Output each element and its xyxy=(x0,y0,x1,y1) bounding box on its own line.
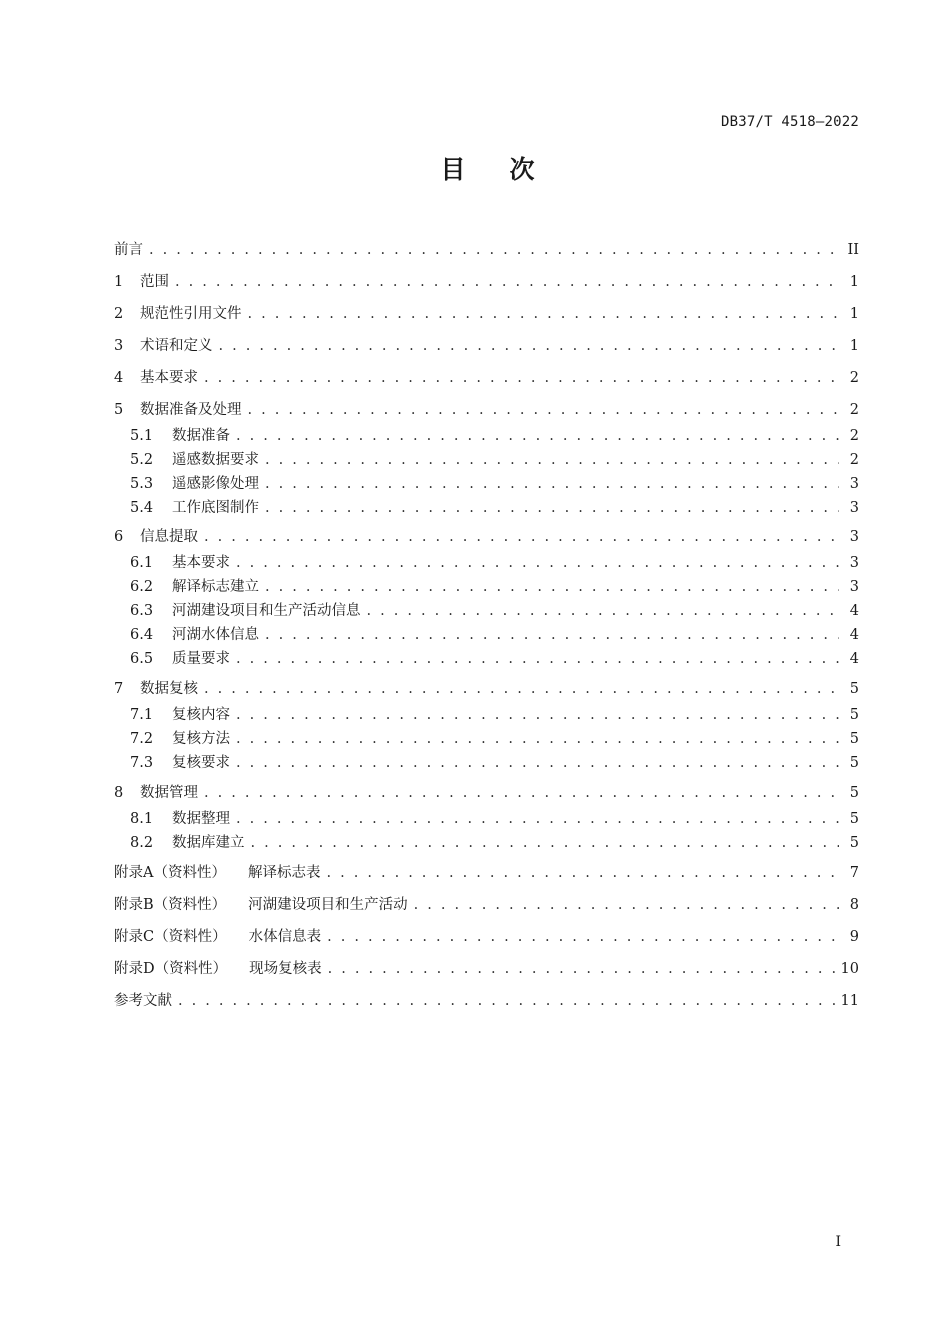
toc-entry[interactable] xyxy=(114,302,859,326)
toc-leader-dots xyxy=(414,893,839,917)
toc-entry-page: 5 xyxy=(849,731,859,747)
toc-entry-label: 数据整理 xyxy=(172,811,230,827)
toc-leader-dots xyxy=(204,781,839,805)
toc-leader-dots xyxy=(248,302,840,326)
toc-entry-page: 5 xyxy=(849,835,859,851)
toc-entry-page: II xyxy=(847,242,859,258)
toc-entry-page: 1 xyxy=(849,306,859,322)
toc-leader-dots xyxy=(265,575,839,599)
toc-entry[interactable] xyxy=(114,957,859,981)
toc-entry[interactable] xyxy=(130,496,859,520)
toc-entry-number: 6 xyxy=(114,529,124,545)
toc-entry[interactable] xyxy=(130,424,859,448)
toc-leader-dots xyxy=(149,238,839,262)
toc-entry-number: 附录D（资料性） xyxy=(114,961,228,977)
toc-entry[interactable] xyxy=(114,893,859,917)
toc-leader-dots xyxy=(236,647,839,671)
toc-entry-page: 1 xyxy=(849,274,859,290)
toc-entry-number: 7.2 xyxy=(130,731,154,747)
toc-entry-label: 河湖建设项目和生产活动信息 xyxy=(172,603,361,619)
toc-entry-number: 6.4 xyxy=(130,627,154,643)
toc-entry-page: 5 xyxy=(849,811,859,827)
toc-leader-dots xyxy=(265,623,839,647)
toc-leader-dots xyxy=(236,751,839,775)
toc-entry[interactable] xyxy=(114,366,859,390)
toc-entry[interactable] xyxy=(114,925,859,949)
toc-entry-page: 10 xyxy=(840,961,859,977)
toc-entry-label: 现场复核表 xyxy=(249,961,322,977)
toc-leader-dots xyxy=(251,831,840,855)
toc-entry-label: 规范性引用文件 xyxy=(140,306,242,322)
toc-entry[interactable] xyxy=(114,238,859,262)
toc-entry-label: 术语和定义 xyxy=(140,338,213,354)
toc-entry[interactable] xyxy=(130,599,859,623)
toc-entry[interactable] xyxy=(130,647,859,671)
toc-leader-dots xyxy=(204,525,839,549)
toc-entry[interactable] xyxy=(130,448,859,472)
toc-entry[interactable] xyxy=(130,551,859,575)
toc-entry-label: 复核内容 xyxy=(172,707,230,723)
toc-entry[interactable] xyxy=(130,831,859,855)
toc-entry-number: 8.2 xyxy=(130,835,154,851)
toc-entry-page: 5 xyxy=(849,707,859,723)
toc-entry-label: 参考文献 xyxy=(114,993,172,1009)
toc-entry-page: 5 xyxy=(849,785,859,801)
toc-entry[interactable] xyxy=(114,398,859,422)
toc-entry-number: 8.1 xyxy=(130,811,154,827)
toc-entry-page: 3 xyxy=(849,500,859,516)
toc-entry-number: 附录B（资料性） xyxy=(114,897,227,913)
toc-entry[interactable] xyxy=(130,807,859,831)
toc-entry-number: 2 xyxy=(114,306,124,322)
toc-entry-page: 3 xyxy=(849,529,859,545)
toc-entry[interactable] xyxy=(130,472,859,496)
toc-entry[interactable] xyxy=(114,861,859,885)
toc-entry-number: 6.5 xyxy=(130,651,154,667)
toc-leader-dots xyxy=(236,807,839,831)
toc-entry-label: 复核方法 xyxy=(172,731,230,747)
toc-entry-page: 7 xyxy=(849,865,859,881)
toc-entry-number: 1 xyxy=(114,274,124,290)
toc-leader-dots xyxy=(265,496,839,520)
title-char-1: 目 xyxy=(440,155,466,184)
toc-leader-dots xyxy=(265,448,839,472)
toc-entry-label: 河湖建设项目和生产活动 xyxy=(248,897,408,913)
toc-entry-page: 8 xyxy=(849,897,859,913)
toc-entry-page: 2 xyxy=(849,452,859,468)
toc-entry-label: 遥感影像处理 xyxy=(172,476,259,492)
toc-leader-dots xyxy=(178,989,835,1013)
footer-page-number: I xyxy=(835,1234,841,1250)
toc-entry-number: 5.3 xyxy=(130,476,154,492)
toc-entry-label: 基本要求 xyxy=(140,370,198,386)
toc-leader-dots xyxy=(265,472,839,496)
toc-entry-page: 1 xyxy=(849,338,859,354)
toc-leader-dots xyxy=(328,957,835,981)
toc-entry-number: 8 xyxy=(114,785,124,801)
toc-entry-page: 5 xyxy=(849,681,859,697)
toc-leader-dots xyxy=(175,270,839,294)
toc-entry[interactable] xyxy=(114,525,859,549)
toc-leader-dots xyxy=(204,366,839,390)
toc-entry[interactable] xyxy=(114,270,859,294)
toc-entry[interactable] xyxy=(130,703,859,727)
toc-entry-label: 解译标志建立 xyxy=(172,579,259,595)
toc-entry-label: 数据库建立 xyxy=(172,835,245,851)
toc-leader-dots xyxy=(204,677,839,701)
toc-entry-number: 3 xyxy=(114,338,124,354)
toc-entry[interactable] xyxy=(130,623,859,647)
toc-entry-label: 水体信息表 xyxy=(248,929,322,945)
toc-entry-page: 4 xyxy=(849,603,859,619)
toc-leader-dots xyxy=(236,727,839,751)
toc-entry-label: 范围 xyxy=(140,274,169,290)
toc-entry-label: 质量要求 xyxy=(172,651,230,667)
title-char-2: 次 xyxy=(509,155,535,184)
toc-entry-label: 前言 xyxy=(114,242,143,258)
toc-entry-label: 信息提取 xyxy=(140,529,198,545)
toc-leader-dots xyxy=(248,398,840,422)
toc-entry-number: 7 xyxy=(114,681,124,697)
toc-entry-number: 5 xyxy=(114,402,124,418)
toc-entry-label: 数据复核 xyxy=(140,681,198,697)
toc-entry[interactable] xyxy=(130,751,859,775)
toc-entry[interactable] xyxy=(130,575,859,599)
toc-entry-label: 解译标志表 xyxy=(247,865,321,881)
toc-entry-page: 3 xyxy=(849,476,859,492)
toc-leader-dots xyxy=(326,861,839,885)
document-code: DB37/T 4518—2022 xyxy=(720,114,859,130)
toc-entry-label: 数据准备 xyxy=(172,428,230,444)
toc-entry-number: 7.1 xyxy=(130,707,154,723)
toc-entry-page: 3 xyxy=(849,555,859,571)
toc-leader-dots xyxy=(327,925,839,949)
toc-entry-number: 6.1 xyxy=(130,555,154,571)
toc-entry-page: 9 xyxy=(849,929,859,945)
toc-leader-dots xyxy=(236,551,839,575)
toc-entry-page: 5 xyxy=(849,755,859,771)
toc-entry-number: 5.1 xyxy=(130,428,154,444)
toc-leader-dots xyxy=(219,334,840,358)
toc-entry-label: 遥感数据要求 xyxy=(172,452,259,468)
toc-entry-label: 基本要求 xyxy=(172,555,230,571)
toc-entry-label: 数据管理 xyxy=(140,785,198,801)
page-title xyxy=(0,150,950,186)
toc-entry-number: 5.2 xyxy=(130,452,154,468)
toc-entry-number: 6.3 xyxy=(130,603,154,619)
toc-entry-number: 6.2 xyxy=(130,579,154,595)
toc-entry-number: 5.4 xyxy=(130,500,154,516)
toc-entry-page: 2 xyxy=(849,370,859,386)
toc-entry[interactable] xyxy=(114,989,859,1013)
toc-entry[interactable] xyxy=(114,781,859,805)
toc-entry-page: 2 xyxy=(849,402,859,418)
toc-leader-dots xyxy=(236,703,839,727)
toc-entry-label: 工作底图制作 xyxy=(172,500,259,516)
toc-entry-label: 复核要求 xyxy=(172,755,230,771)
toc-entry-number: 4 xyxy=(114,370,124,386)
toc-entry-number: 7.3 xyxy=(130,755,154,771)
toc-entry-label: 河湖水体信息 xyxy=(172,627,259,643)
toc-entry[interactable] xyxy=(130,727,859,751)
toc-entry-page: 3 xyxy=(849,579,859,595)
toc-leader-dots xyxy=(367,599,840,623)
toc-entry-label: 数据准备及处理 xyxy=(140,402,242,418)
toc-entry-page: 2 xyxy=(849,428,859,444)
toc-entry[interactable] xyxy=(114,334,859,358)
toc-entry-page: 4 xyxy=(849,627,859,643)
toc-entry-page: 11 xyxy=(840,993,859,1009)
toc-entry[interactable] xyxy=(114,677,859,701)
toc-entry-number: 附录C（资料性） xyxy=(114,929,227,945)
toc-entry-number: 附录A（资料性） xyxy=(114,865,226,881)
toc-leader-dots xyxy=(236,424,839,448)
toc-entry-page: 4 xyxy=(849,651,859,667)
